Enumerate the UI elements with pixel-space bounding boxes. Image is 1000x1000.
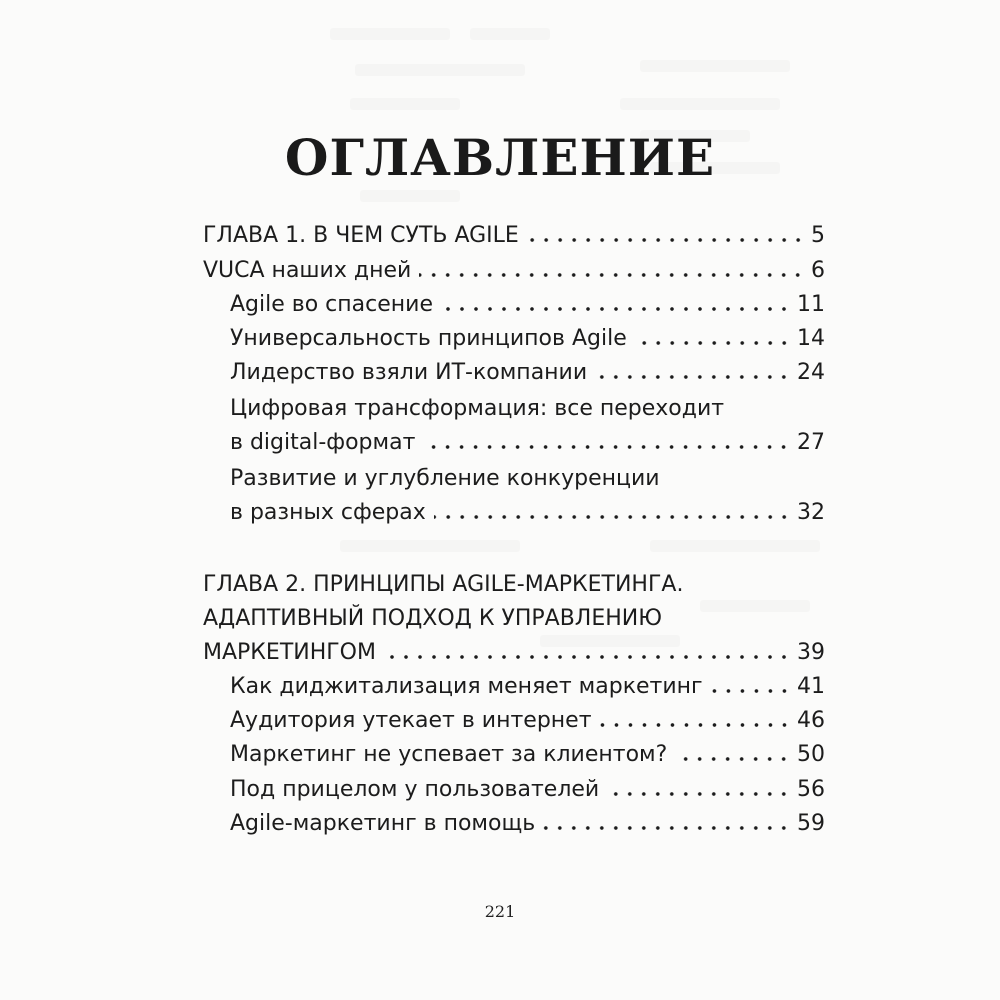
dot-leader: [527, 238, 805, 242]
entry-text: МАРКЕТИНГОМ: [203, 640, 376, 665]
toc-entry-digital-transformation-line-1[interactable]: [230, 390, 825, 424]
toc-entry-competition-line-2[interactable]: [230, 494, 825, 528]
entry-text: VUCA наших дней: [203, 258, 412, 283]
toc-entry-audience[interactable]: [230, 702, 825, 736]
toc-entry-competition-line-1[interactable]: [230, 460, 825, 494]
entry-text: в digital-формат: [230, 430, 416, 455]
entry-text: Agile во спасение: [230, 292, 433, 317]
toc-entry-chapter-2-line-2[interactable]: [203, 600, 825, 634]
dot-leader: [543, 826, 791, 830]
entry-text: Маркетинг не успевает за клиентом?: [230, 742, 668, 767]
dot-leader: [419, 273, 805, 277]
dot-leader: [423, 445, 791, 449]
entry-page: 50: [797, 742, 825, 767]
dot-leader: [675, 757, 791, 761]
dot-leader: [600, 723, 791, 727]
entry-text: ГЛАВА 2. ПРИНЦИПЫ AGILE-МАРКЕТИНГА.: [203, 572, 684, 597]
entry-page: 5: [811, 223, 825, 248]
entry-page: 11: [797, 292, 825, 317]
entry-text: Развитие и углубление конкуренции: [230, 466, 660, 491]
dot-leader: [384, 655, 791, 659]
entry-page: 41: [797, 674, 825, 699]
entry-page: 14: [797, 326, 825, 351]
toc-entry-agile-rescue[interactable]: [230, 286, 825, 320]
entry-text: Универсальность принципов Agile: [230, 326, 627, 351]
dot-leader: [635, 341, 791, 345]
entry-text: в разных сферах: [230, 500, 426, 525]
toc-entry-digital-transformation-line-2[interactable]: [230, 424, 825, 458]
toc-entry-chapter-2-line-3[interactable]: [203, 634, 825, 668]
entry-text: Agile-маркетинг в помощь: [230, 811, 536, 836]
entry-text: Лидерство взяли ИТ-компании: [230, 360, 588, 385]
toc-entry-chapter-1[interactable]: [203, 217, 825, 251]
entry-page: 32: [797, 500, 825, 525]
toc-heading: ОГЛАВЛЕНИЕ: [284, 128, 716, 187]
toc-entry-universality[interactable]: [230, 320, 825, 354]
entry-page: 6: [811, 258, 825, 283]
entry-text: Под прицелом у пользователей: [230, 777, 600, 802]
toc-entry-chapter-2-line-1[interactable]: [203, 566, 825, 600]
entry-page: 56: [797, 777, 825, 802]
entry-text: Цифровая трансформация: все переходит: [230, 396, 725, 421]
entry-text: Аудитория утекает в интернет: [230, 708, 592, 733]
dot-leader: [607, 792, 791, 796]
dot-leader: [595, 375, 791, 379]
entry-text: АДАПТИВНЫЙ ПОДХОД К УПРАВЛЕНИЮ: [203, 606, 663, 631]
entry-page: 39: [797, 640, 825, 665]
entry-page: 24: [797, 360, 825, 385]
dot-leader: [711, 689, 791, 693]
entry-page: 59: [797, 811, 825, 836]
toc-entry-it-leadership[interactable]: [230, 354, 825, 388]
entry-text: ГЛАВА 1. В ЧЕМ СУТЬ AGILE: [203, 223, 519, 248]
toc-entry-users-target[interactable]: [230, 771, 825, 805]
dot-leader: [441, 307, 791, 311]
entry-page: 27: [797, 430, 825, 455]
dot-leader: [434, 515, 791, 519]
page-number: 221: [484, 902, 516, 921]
toc-entry-agile-marketing-help[interactable]: [230, 805, 825, 839]
toc-entry-digitalization[interactable]: [230, 668, 825, 702]
entry-page: 46: [797, 708, 825, 733]
toc-entry-marketing-lag[interactable]: [230, 736, 825, 770]
toc-entry-vuca[interactable]: [203, 252, 825, 286]
entry-text: Как диджитализация меняет маркетинг: [230, 674, 703, 699]
